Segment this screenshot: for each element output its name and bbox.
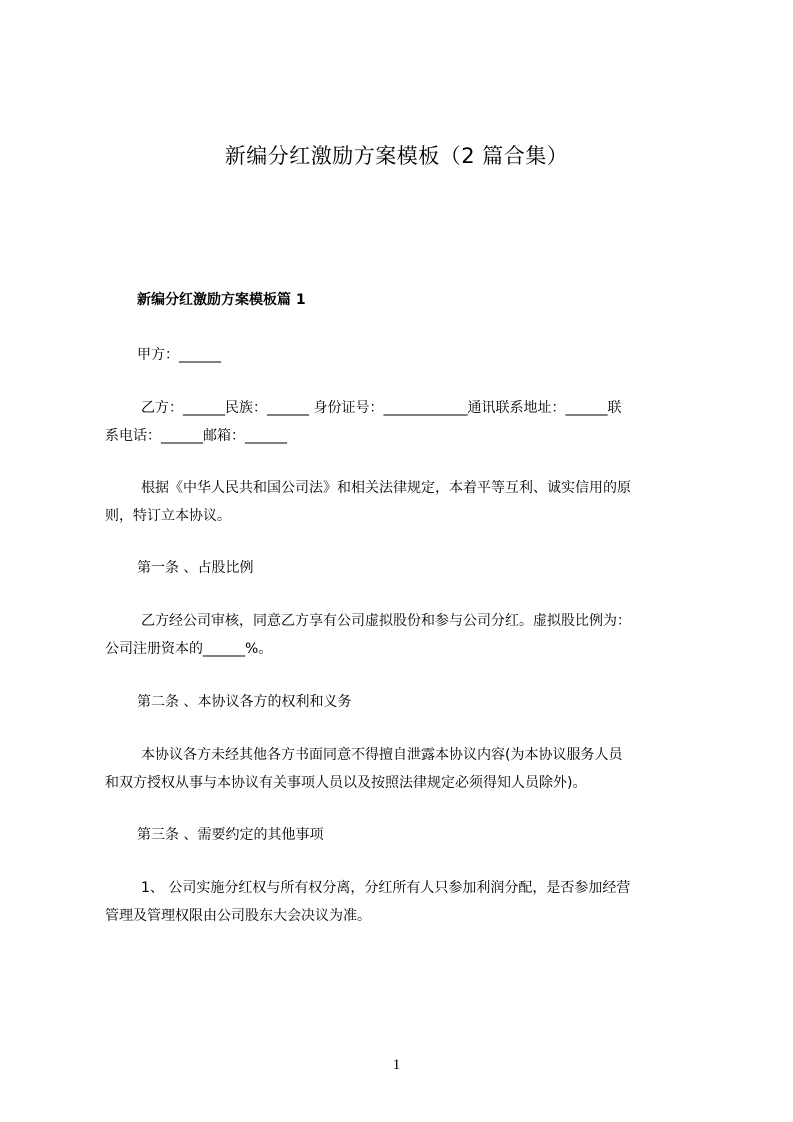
article-1-title bbox=[105, 554, 703, 582]
article-3-item-1 bbox=[105, 874, 703, 930]
article-2-line-2: 和双方授权从事与本协议有关事项人员以及按照法律规定必须得知人员除外)。 bbox=[105, 775, 587, 791]
document-title: 新编分红激励方案模板（2 篇合集） bbox=[224, 144, 569, 168]
article-3-item-1-line-1: 1、 公司实施分红权与所有权分离，分红所有人只参加利润分配，是否参加经营 bbox=[141, 880, 631, 896]
party-b-line-1: 乙方：______民族：______ 身份证号：____________通讯联系地址：______联 bbox=[141, 400, 622, 416]
article-2-title-text: 第二条 、本协议各方的权利和义务 bbox=[137, 694, 352, 710]
party-a-line: 甲方：______ bbox=[137, 347, 221, 363]
page-number: 1 bbox=[392, 1057, 401, 1073]
article-1-line-1: 乙方经公司审核，同意乙方享有公司虚拟股份和参与公司分红。虚拟股比例为： bbox=[141, 613, 631, 629]
article-1-paragraph bbox=[105, 607, 703, 663]
article-2-paragraph bbox=[105, 741, 703, 797]
article-1-line-2: 公司注册资本的______%。 bbox=[105, 641, 273, 657]
preamble-line-2: 则，特订立本协议。 bbox=[105, 508, 231, 524]
section-heading: 新编分红激励方案模板篇 1 bbox=[137, 292, 306, 308]
preamble-line-1: 根据《中华人民共和国公司法》和相关法律规定，本着平等互利、诚实信用的原 bbox=[141, 480, 631, 496]
article-1-title-text: 第一条 、占股比例 bbox=[137, 560, 254, 576]
party-b-paragraph bbox=[105, 394, 703, 450]
article-3-title-text: 第三条 、需要约定的其他事项 bbox=[137, 827, 324, 843]
article-2-line-1: 本协议各方未经其他各方书面同意不得擅自泄露本协议内容(为本协议服务人员 bbox=[141, 747, 623, 763]
party-b-line-2: 系电话：______邮箱：______ bbox=[105, 428, 287, 444]
preamble-paragraph bbox=[105, 474, 703, 530]
article-3-item-1-line-2: 管理及管理权限由公司股东大会决议为准。 bbox=[105, 908, 371, 924]
article-2-title bbox=[105, 688, 703, 716]
article-3-title bbox=[105, 821, 703, 849]
party-a-paragraph bbox=[105, 341, 703, 369]
